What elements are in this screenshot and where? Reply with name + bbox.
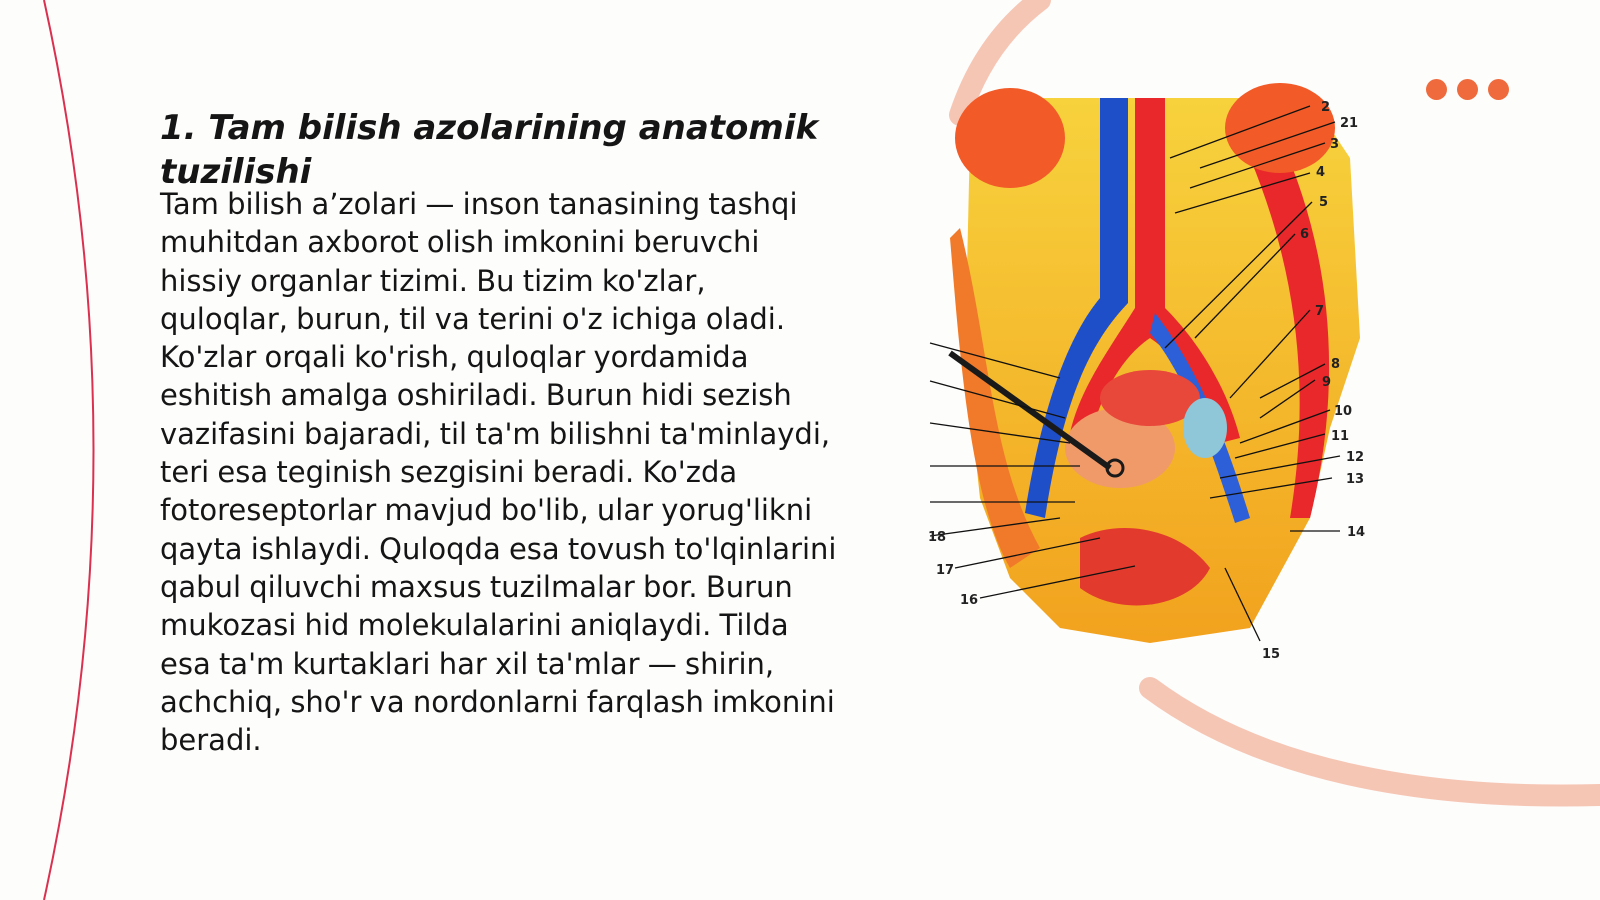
dot-1 <box>1426 79 1447 100</box>
dot-3 <box>1488 79 1509 100</box>
callout-15: 15 <box>1262 647 1281 662</box>
callout-9: 9 <box>1322 375 1332 390</box>
callout-14: 14 <box>1347 525 1366 540</box>
callout-16: 16 <box>960 593 979 608</box>
callout-10: 10 <box>1334 404 1353 419</box>
callout-17: 17 <box>936 563 955 578</box>
kidney-left <box>955 88 1065 188</box>
callout-8: 8 <box>1331 357 1341 372</box>
decorative-arc-bottom <box>1150 688 1600 796</box>
callout-3: 3 <box>1330 137 1340 152</box>
callout-11: 11 <box>1331 429 1350 444</box>
ovary <box>1183 398 1227 458</box>
callout-13: 13 <box>1346 472 1365 487</box>
slide-paragraph: Tam bilish a’zolari — inson tanasining tashqi muhitdan axborot olish imkonini beruvchi hissiy organlar tizimi. Bu tizim ko'zlar, quloqlar, burun, til va terini o'z ichiga oladi. Ko'zlar orqali ko'rish, quloqlar yordamida eshitish amalga oshiriladi. Burun hidi sezish vazifasini bajaradi, til ta'm bilishni ta'minlaydi, teri esa teginish sezgisini beradi. Ko'zda fotoreseptorlar mavjud bo'lib, ular yorug'likni qayta ishlaydi. Quloqda esa tovush to'lqinlarini qabul qiluvchi maxsus tuzilmalar bor. Burun mukozasi hid molekulalarini aniqlaydi. Tilda esa ta'm kurtaklari har xil ta'mlar — shirin, achchiq, sho'r va nordonlarni farqlash imkonini beradi. <box>160 187 837 758</box>
dot-2 <box>1457 79 1478 100</box>
callout-4: 4 <box>1316 165 1326 180</box>
callout-6: 6 <box>1300 227 1310 242</box>
slide-title: 1. Tam bilish azolarining anatomik tuzilishi <box>160 108 819 192</box>
left-border-line <box>44 0 94 900</box>
callout-2: 2 <box>1321 100 1331 115</box>
callout-12: 12 <box>1346 450 1365 465</box>
anatomy-illustration <box>928 98 1390 678</box>
three-dots-icon[interactable] <box>1426 79 1516 101</box>
callout-21: 21 <box>1340 116 1359 131</box>
callout-18: 18 <box>928 530 947 545</box>
callout-5: 5 <box>1319 195 1329 210</box>
callout-7: 7 <box>1315 304 1325 319</box>
